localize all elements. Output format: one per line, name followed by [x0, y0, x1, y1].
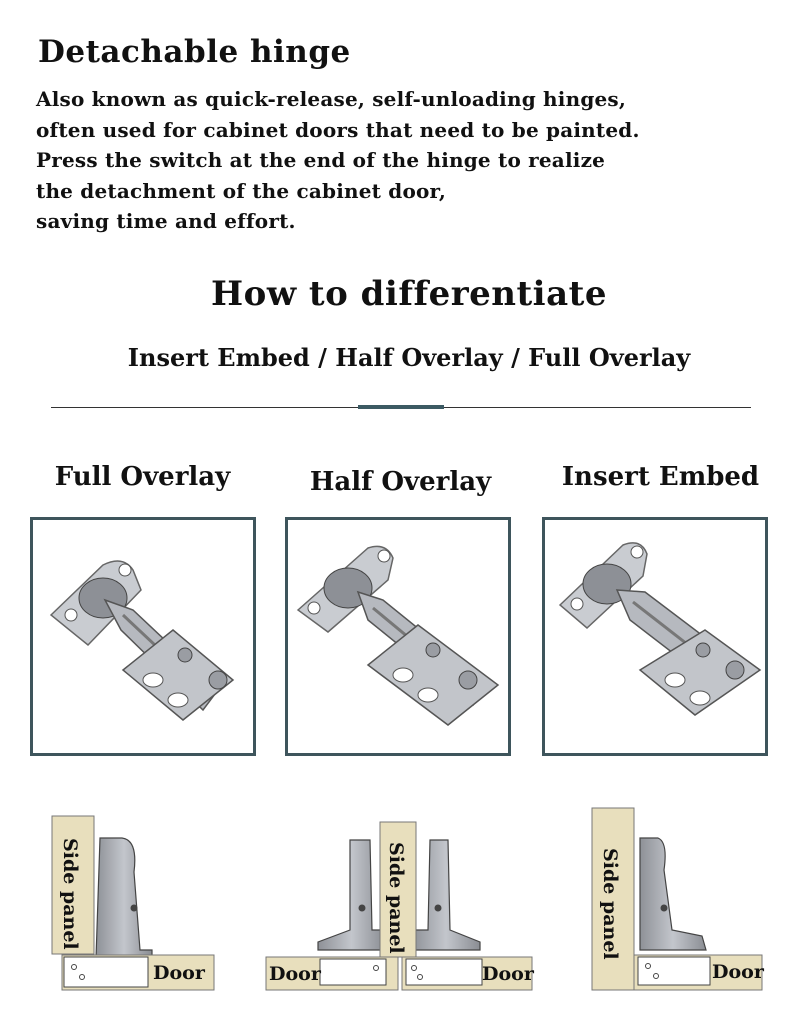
- intro-paragraph: [36, 84, 640, 237]
- side-panel-label: Side panel: [599, 848, 621, 960]
- hinge-body-right: [412, 840, 480, 950]
- divider-accent: [358, 405, 444, 409]
- hinge-screw: [661, 905, 668, 912]
- intro-line: Press the switch at the end of the hinge to realize: [36, 148, 606, 172]
- diagram-half-overlay: [266, 822, 535, 990]
- intro-line: often used for cabinet doors that need to be painted.: [36, 117, 640, 142]
- hinge-cup: [406, 959, 482, 985]
- hinge-mount-plate: [640, 630, 760, 715]
- hinge-photo-half-overlay: [285, 517, 511, 756]
- hinge-cup: [638, 957, 710, 985]
- section-subtitle: Insert Embed / Half Overlay / Full Overlay: [127, 343, 691, 372]
- door-label: Door: [712, 961, 764, 983]
- section-title: How to differentiate: [211, 274, 607, 314]
- intro-line: Also known as quick-release, self-unloading hinges,: [36, 87, 627, 111]
- side-panel-label: Side panel: [59, 838, 81, 950]
- hinge-photo-insert-embed: [542, 517, 768, 756]
- side-panel-label: Side panel: [385, 842, 407, 954]
- hinge-screw: [131, 905, 138, 912]
- label-half-overlay: Half Overlay: [309, 467, 492, 497]
- installation-diagrams: [0, 780, 800, 1022]
- hinge-screw: [435, 905, 442, 912]
- hinge-cup: [64, 957, 148, 987]
- door-label: Door: [269, 963, 321, 985]
- hinge-body: [96, 838, 152, 958]
- hinge-body: [640, 838, 706, 950]
- diagram-insert-embed: [592, 808, 765, 990]
- hinge-cup: [320, 959, 386, 985]
- hinge-illustration: [33, 520, 253, 753]
- label-insert-embed: Insert Embed: [561, 462, 760, 492]
- page-heading: Detachable hinge: [38, 34, 351, 70]
- hinge-body-left: [318, 840, 385, 950]
- door-label: Door: [153, 962, 205, 984]
- label-full-overlay: Full Overlay: [54, 462, 231, 492]
- intro-line: the detachment of the cabinet door,: [36, 178, 446, 203]
- hinge-mount-plate: [368, 625, 498, 725]
- hinge-illustration: [288, 520, 508, 753]
- diagram-full-overlay: [52, 816, 214, 990]
- hinge-screw: [359, 905, 366, 912]
- hinge-illustration: [545, 520, 765, 753]
- door-label: Door: [482, 963, 534, 985]
- hinge-photo-full-overlay: [30, 517, 256, 756]
- intro-line: saving time and effort.: [36, 209, 296, 233]
